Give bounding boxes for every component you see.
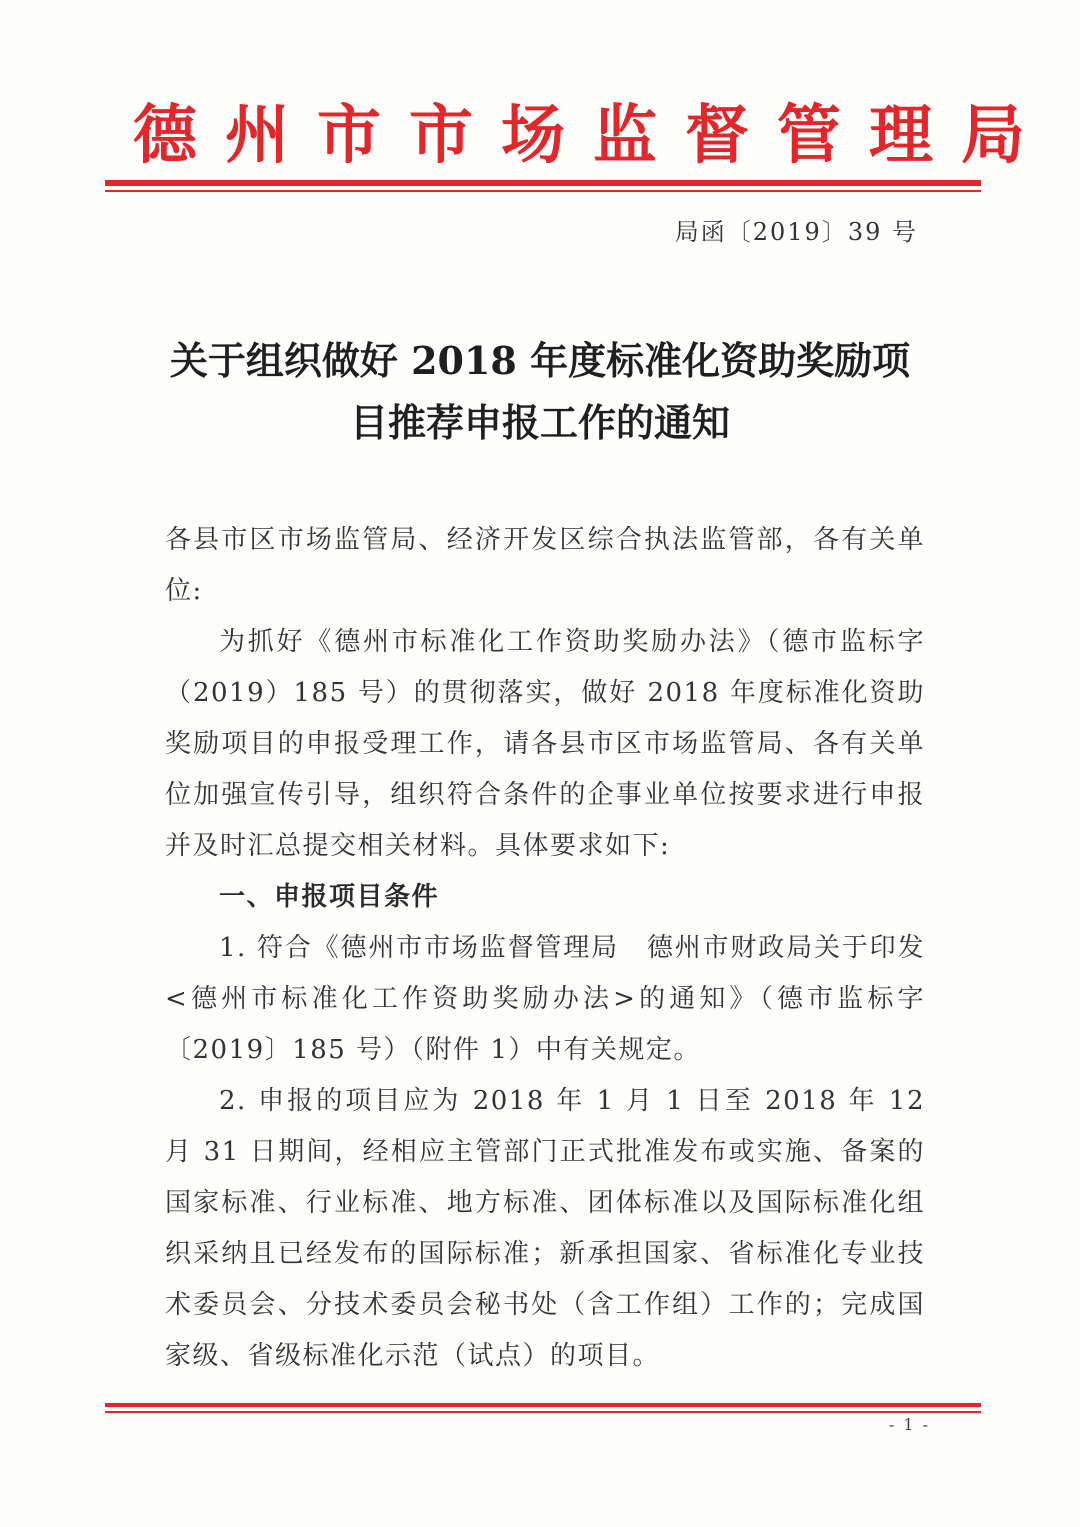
header-red-rule bbox=[105, 180, 981, 186]
header-red-rule-thin bbox=[105, 190, 981, 192]
document-number: 局函〔2019〕39 号 bbox=[674, 218, 918, 246]
section-heading: 一、申报项目条件 bbox=[219, 882, 440, 912]
item-2-paragraph: 2. 申报的项目应为 2018 年 1 月 1 日至 2018 年 12 月 31 日期间，经相应主管部门正式批准发布或实施、备案的国家标准、行业标准、地方标准、团体标准以及国际标准化组织采纳且已经发布的国际标准；新承担国家、省标准化专业技术委员会、分技术委员会秘书处（含工作组）工作的；完成国家级、省级标准化示范（试点）的项目。 bbox=[165, 1086, 925, 1371]
title-line-1: 关于组织做好 2018 年度标准化资助奖励项 bbox=[169, 338, 911, 383]
salutation: 各县市区市场监管局、经济开发区综合执法监管部，各有关单位: bbox=[165, 525, 925, 606]
footer-red-rule bbox=[105, 1403, 981, 1407]
document-title bbox=[140, 330, 940, 454]
issuing-agency-header: 德州市市场监督管理局 bbox=[133, 98, 1053, 173]
intro-paragraph: 为抓好《德州市标准化工作资助奖励办法》（德市监标字（2019）185 号）的贯彻落实，做好 2018 年度标准化资助奖励项目的申报受理工作，请各县市区市场监管局、各有关单位加强宣传引导，组织符合条件的企事业单位按要求进行申报并及时汇总提交相关材料。具体要求如下: bbox=[165, 627, 925, 861]
title-line-2: 目推荐申报工作的通知 bbox=[349, 400, 730, 445]
document-body bbox=[165, 515, 925, 1382]
footer-red-rule-thin bbox=[105, 1411, 981, 1413]
item-1-paragraph: 1. 符合《德州市市场监督管理局 德州市财政局关于印发<德州市标准化工作资助奖励办法>的通知》（德市监标字〔2019〕185 号）（附件 1）中有关规定。 bbox=[165, 933, 925, 1065]
page-number: - 1 - bbox=[888, 1415, 930, 1434]
